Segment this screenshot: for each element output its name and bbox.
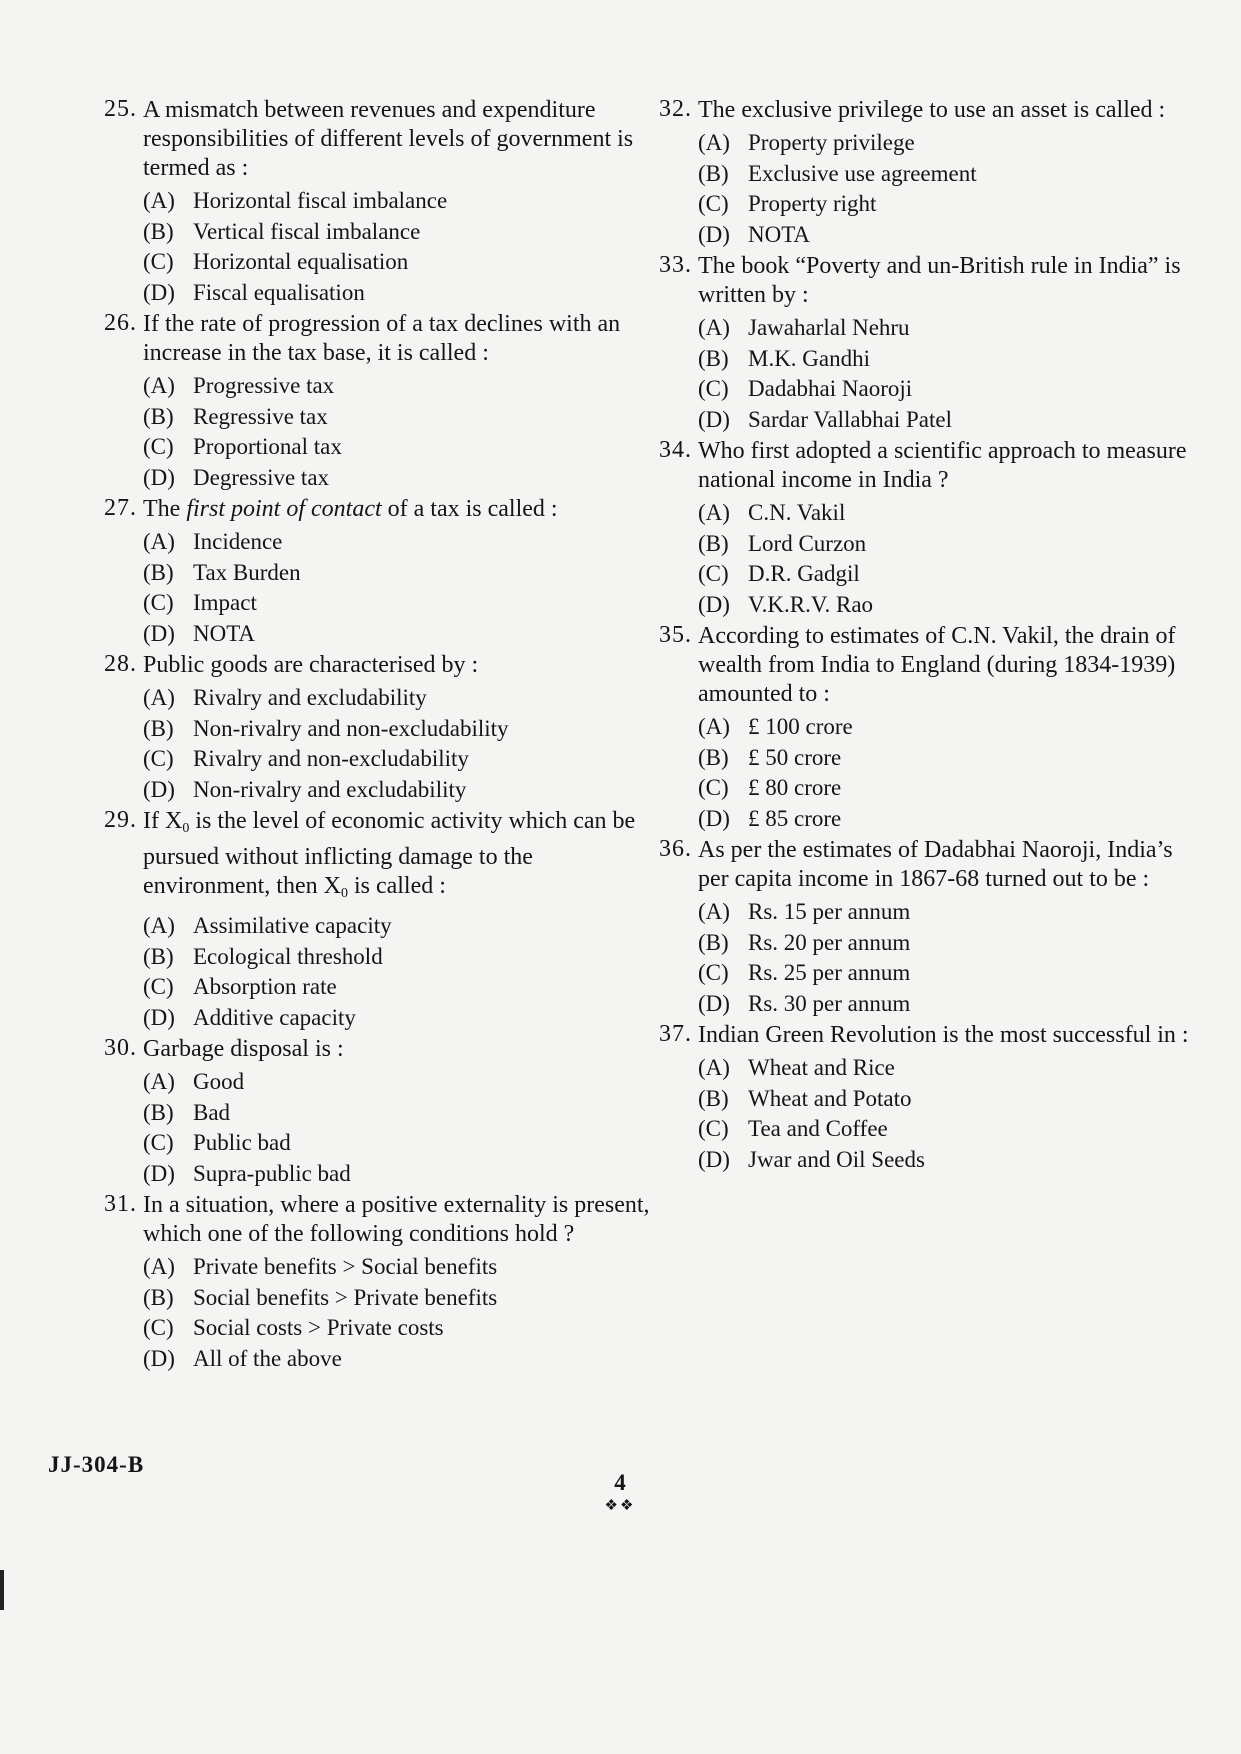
option-text: Degressive tax xyxy=(193,464,330,490)
options-list xyxy=(698,498,1200,620)
question-number: 25. xyxy=(104,96,137,122)
option-letter: (D) xyxy=(143,620,175,646)
option-text: Social costs > Private costs xyxy=(193,1315,444,1340)
option-letter: (C) xyxy=(698,191,729,216)
option-letter: (A) xyxy=(698,315,730,340)
option-a xyxy=(698,313,1200,344)
option-letter: (C) xyxy=(698,376,729,401)
option-text: Progressive tax xyxy=(193,373,335,398)
option-letter: (B) xyxy=(698,1085,729,1111)
question-number: 31. xyxy=(104,1191,137,1217)
option-letter: (B) xyxy=(698,929,729,955)
option-text: Non-rivalry and excludability xyxy=(193,776,467,802)
scan-edge-mark xyxy=(0,1570,4,1610)
right-column xyxy=(640,96,1200,1177)
option-text: Additive capacity xyxy=(193,1004,356,1030)
option-a xyxy=(698,498,1200,529)
option-a xyxy=(143,1252,660,1283)
question-number: 34. xyxy=(659,437,692,463)
option-a xyxy=(143,527,660,558)
question-text-end: of a tax is called : xyxy=(381,496,558,522)
option-text: Absorption rate xyxy=(193,974,337,999)
question-number: 35. xyxy=(659,622,692,648)
option-d xyxy=(143,278,660,309)
option-letter: (C) xyxy=(143,1130,174,1155)
option-d xyxy=(143,619,660,650)
option-d xyxy=(698,804,1200,835)
option-text: Bad xyxy=(193,1099,231,1125)
option-letter: (D) xyxy=(698,221,730,247)
option-letter: (D) xyxy=(143,279,175,305)
page-number: 4 xyxy=(614,1470,626,1495)
option-b xyxy=(143,942,660,973)
question-number: 27. xyxy=(104,495,137,521)
question-35 xyxy=(640,622,1200,834)
question-number: 30. xyxy=(104,1035,137,1061)
option-text: Jawaharlal Nehru xyxy=(748,315,910,340)
option-text: Exclusive use agreement xyxy=(748,160,977,186)
option-b xyxy=(143,1283,660,1314)
option-text: Assimilative capacity xyxy=(193,913,392,938)
options-list xyxy=(698,712,1200,834)
option-letter: (D) xyxy=(143,1004,175,1030)
option-d xyxy=(698,1145,1200,1176)
option-text: Incidence xyxy=(193,529,283,554)
option-letter: (B) xyxy=(698,345,729,371)
option-d xyxy=(698,220,1200,251)
option-text: Proportional tax xyxy=(193,434,342,459)
option-text: Sardar Vallabhai Patel xyxy=(748,406,952,432)
option-letter: (D) xyxy=(698,1146,730,1172)
option-text: D.R. Gadgil xyxy=(748,561,860,586)
option-letter: (B) xyxy=(143,403,174,429)
option-letter: (B) xyxy=(143,559,174,585)
option-b xyxy=(698,1084,1200,1115)
question-text: Garbage disposal is : xyxy=(143,1036,344,1062)
option-text: £ 80 crore xyxy=(748,775,842,800)
option-text: Public bad xyxy=(193,1130,291,1155)
option-text: Rivalry and excludability xyxy=(193,685,427,710)
option-letter: (C) xyxy=(143,1315,174,1340)
left-column xyxy=(85,96,660,1376)
options-list xyxy=(143,1067,660,1189)
ornament-icon: ❖❖ xyxy=(604,1498,636,1514)
option-letter: (D) xyxy=(143,776,175,802)
question-30 xyxy=(85,1035,660,1189)
question-text: According to estimates of C.N. Vakil, the drain of wealth from India to England (during 1834-1939) amounted to : xyxy=(698,623,1176,707)
option-text: Property privilege xyxy=(748,130,915,155)
option-c xyxy=(698,1114,1200,1145)
question-26 xyxy=(85,310,660,493)
option-a xyxy=(698,128,1200,159)
option-c xyxy=(143,1128,660,1159)
option-d xyxy=(143,775,660,806)
option-a xyxy=(698,897,1200,928)
option-b xyxy=(698,743,1200,774)
option-text: Tea and Coffee xyxy=(748,1116,888,1141)
option-c xyxy=(143,247,660,278)
option-text: Fiscal equalisation xyxy=(193,279,365,305)
option-letter: (A) xyxy=(143,188,175,213)
question-text xyxy=(143,807,660,908)
option-b xyxy=(143,1098,660,1129)
option-letter: (D) xyxy=(698,805,730,831)
option-text: £ 100 crore xyxy=(748,714,853,739)
option-b xyxy=(143,558,660,589)
option-letter: (C) xyxy=(698,561,729,586)
option-letter: (C) xyxy=(143,249,174,274)
option-c xyxy=(143,744,660,775)
option-d xyxy=(698,405,1200,436)
options-list xyxy=(698,128,1200,250)
options-list xyxy=(143,1252,660,1374)
question-text-start: The xyxy=(143,496,187,522)
options-list xyxy=(698,897,1200,1019)
option-text: Rs. 15 per annum xyxy=(748,899,911,924)
question-36 xyxy=(640,836,1200,1019)
question-number: 37. xyxy=(659,1021,692,1047)
question-28 xyxy=(85,651,660,805)
option-b xyxy=(698,529,1200,560)
option-text: Social benefits > Private benefits xyxy=(193,1284,498,1310)
option-text: Tax Burden xyxy=(193,559,301,585)
question-text: Public goods are characterised by : xyxy=(143,652,479,678)
question-number: 28. xyxy=(104,651,137,677)
option-d xyxy=(143,1159,660,1190)
option-a xyxy=(143,683,660,714)
option-text: Wheat and Potato xyxy=(748,1085,912,1111)
option-text: Rs. 25 per annum xyxy=(748,960,911,985)
option-letter: (B) xyxy=(698,744,729,770)
subscript: 0 xyxy=(340,886,348,901)
option-letter: (C) xyxy=(143,590,174,615)
option-letter: (A) xyxy=(698,500,730,525)
option-text: £ 85 crore xyxy=(748,805,842,831)
option-letter: (C) xyxy=(698,960,729,985)
question-29 xyxy=(85,807,660,1033)
option-letter: (C) xyxy=(698,1116,729,1141)
option-text: Private benefits > Social benefits xyxy=(193,1254,498,1279)
option-text: Impact xyxy=(193,590,257,615)
option-letter: (D) xyxy=(698,591,730,617)
question-text-part: is called : xyxy=(347,873,446,899)
option-a xyxy=(143,911,660,942)
option-letter: (B) xyxy=(143,218,174,244)
option-letter: (C) xyxy=(143,974,174,999)
option-letter: (B) xyxy=(698,160,729,186)
question-text: The exclusive privilege to use an asset is called : xyxy=(698,97,1166,123)
question-number: 36. xyxy=(659,836,692,862)
question-27 xyxy=(85,495,660,649)
option-d xyxy=(143,1344,660,1375)
option-text: NOTA xyxy=(193,620,256,646)
options-list xyxy=(143,186,660,308)
question-text-emphasis: first point of contact xyxy=(186,496,382,522)
question-text: In a situation, where a positive externality is present, which one of the following conditions hold ? xyxy=(143,1192,650,1247)
option-b xyxy=(143,402,660,433)
option-c xyxy=(143,1313,660,1344)
option-text: All of the above xyxy=(193,1345,342,1371)
option-text: Regressive tax xyxy=(193,403,328,429)
option-letter: (D) xyxy=(698,990,730,1016)
question-text-part: If X xyxy=(143,808,183,834)
option-c xyxy=(143,588,660,619)
option-letter: (C) xyxy=(143,434,174,459)
question-34 xyxy=(640,437,1200,620)
option-b xyxy=(698,159,1200,190)
question-number: 32. xyxy=(659,96,692,122)
option-letter: (C) xyxy=(143,746,174,771)
option-c xyxy=(698,559,1200,590)
options-list xyxy=(143,527,660,649)
option-letter: (B) xyxy=(143,715,174,741)
option-letter: (B) xyxy=(698,530,729,556)
option-text: Ecological threshold xyxy=(193,943,383,969)
option-d xyxy=(143,463,660,494)
option-letter: (D) xyxy=(698,406,730,432)
options-list xyxy=(698,313,1200,435)
option-text: NOTA xyxy=(748,221,811,247)
option-letter: (A) xyxy=(698,130,730,155)
option-letter: (A) xyxy=(143,913,175,938)
option-text: Property right xyxy=(748,191,877,216)
question-number: 26. xyxy=(104,310,137,336)
option-letter: (B) xyxy=(143,1284,174,1310)
option-d xyxy=(698,590,1200,621)
option-c xyxy=(143,972,660,1003)
option-b xyxy=(143,714,660,745)
option-text: Vertical fiscal imbalance xyxy=(193,218,421,244)
option-b xyxy=(698,928,1200,959)
subscript: 0 xyxy=(182,821,190,836)
option-text: C.N. Vakil xyxy=(748,500,846,525)
option-c xyxy=(698,958,1200,989)
option-letter: (A) xyxy=(698,1055,730,1080)
option-b xyxy=(698,344,1200,375)
question-text: A mismatch between revenues and expenditure responsibilities of different levels of government is termed as : xyxy=(143,97,634,181)
question-33 xyxy=(640,252,1200,435)
option-letter: (A) xyxy=(143,529,175,554)
option-text: Supra-public bad xyxy=(193,1160,351,1186)
option-letter: (A) xyxy=(143,685,175,710)
option-text: Lord Curzon xyxy=(748,530,867,556)
paper-code: JJ-304-B xyxy=(48,1452,145,1477)
question-text: If the rate of progression of a tax declines with an increase in the tax base, it is called : xyxy=(143,311,621,366)
option-text: £ 50 crore xyxy=(748,744,842,770)
option-letter: (C) xyxy=(698,775,729,800)
option-letter: (A) xyxy=(143,1069,175,1094)
option-d xyxy=(143,1003,660,1034)
option-letter: (B) xyxy=(143,943,174,969)
option-text: Wheat and Rice xyxy=(748,1055,895,1080)
options-list xyxy=(698,1053,1200,1175)
option-text: Non-rivalry and non-excludability xyxy=(193,715,509,741)
option-a xyxy=(698,1053,1200,1084)
option-letter: (B) xyxy=(143,1099,174,1125)
option-text: Jwar and Oil Seeds xyxy=(748,1146,925,1172)
option-text: Rs. 30 per annum xyxy=(748,990,911,1016)
question-text: Who first adopted a scientific approach to measure national income in India ? xyxy=(698,438,1187,493)
question-text-part: is the level of economic activity which can be pursued without inflicting damage to the environment, then X xyxy=(143,808,636,899)
options-list xyxy=(143,371,660,493)
question-text xyxy=(143,495,660,524)
option-letter: (D) xyxy=(143,1160,175,1186)
option-letter: (A) xyxy=(143,1254,175,1279)
option-text: M.K. Gandhi xyxy=(748,345,871,371)
option-a xyxy=(143,186,660,217)
option-a xyxy=(143,371,660,402)
option-text: Horizontal equalisation xyxy=(193,249,409,274)
option-c xyxy=(143,432,660,463)
question-text: Indian Green Revolution is the most successful in : xyxy=(698,1022,1189,1048)
option-a xyxy=(143,1067,660,1098)
question-31 xyxy=(85,1191,660,1374)
option-letter: (A) xyxy=(143,373,175,398)
options-list xyxy=(143,683,660,805)
option-d xyxy=(698,989,1200,1020)
question-32 xyxy=(640,96,1200,250)
option-text: Rivalry and non-excludability xyxy=(193,746,469,771)
option-letter: (A) xyxy=(698,714,730,739)
option-text: Horizontal fiscal imbalance xyxy=(193,188,448,213)
option-text: V.K.R.V. Rao xyxy=(748,591,874,617)
option-letter: (A) xyxy=(698,899,730,924)
option-a xyxy=(698,712,1200,743)
option-letter: (D) xyxy=(143,464,175,490)
question-number: 33. xyxy=(659,252,692,278)
option-c xyxy=(698,189,1200,220)
question-37 xyxy=(640,1021,1200,1175)
option-text: Rs. 20 per annum xyxy=(748,929,911,955)
options-list xyxy=(143,911,660,1033)
option-letter: (D) xyxy=(143,1345,175,1371)
option-text: Good xyxy=(193,1069,245,1094)
option-c xyxy=(698,374,1200,405)
option-c xyxy=(698,773,1200,804)
option-b xyxy=(143,217,660,248)
option-text: Dadabhai Naoroji xyxy=(748,376,913,401)
question-25 xyxy=(85,96,660,308)
question-number: 29. xyxy=(104,807,137,833)
question-text: The book “Poverty and un-British rule in India” is written by : xyxy=(698,253,1181,308)
question-text: As per the estimates of Dadabhai Naoroji, India’s per capita income in 1867-68 turned out to be : xyxy=(698,837,1173,892)
